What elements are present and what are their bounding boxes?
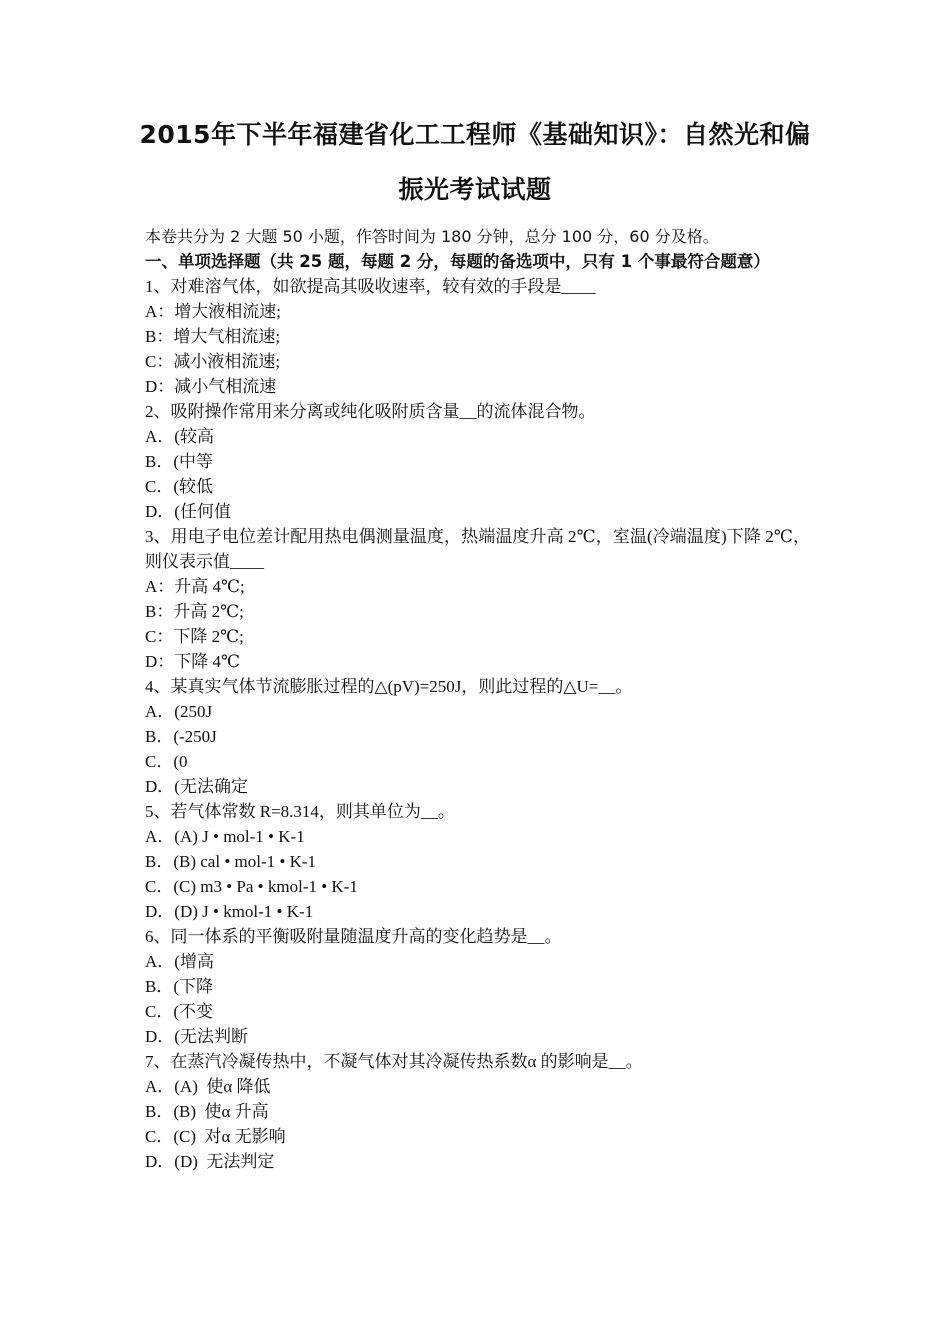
option-d: D．(D) J • kmol-1 • K-1 — [145, 902, 314, 921]
question-6 — [145, 924, 810, 1049]
document-body — [145, 224, 810, 1174]
question-stem: 6、同一体系的平衡吸附量随温度升高的变化趋势是__。 — [145, 927, 562, 946]
option-c: C．(C) m3 • Pa • kmol-1 • K-1 — [145, 877, 358, 896]
option-a: A．(较高 — [145, 427, 214, 446]
question-stem: 4、某真实气体节流膨胀过程的△(pV)=250J，则此过程的△U=__。 — [145, 677, 633, 696]
option-d: D．(无法确定 — [145, 777, 248, 796]
option-c: C．(0 — [145, 752, 188, 771]
option-c: C：下降 2℃; — [145, 627, 244, 646]
option-d: D．(D) 无法判定 — [145, 1152, 275, 1171]
question-7 — [145, 1049, 810, 1174]
section-heading: 一、单项选择题（共 25 题，每题 2 分，每题的备选项中，只有 1 个事最符合题意） — [145, 252, 770, 271]
option-d: D．(任何值 — [145, 502, 231, 521]
option-c: C．(C) 对α 无影响 — [145, 1127, 286, 1146]
question-1 — [145, 274, 810, 399]
option-d: D．(无法判断 — [145, 1027, 248, 1046]
option-a: A．(增高 — [145, 952, 214, 971]
option-b: B．(下降 — [145, 977, 213, 996]
option-b: B：增大气相流速; — [145, 327, 281, 346]
question-stem: 7、在蒸汽冷凝传热中，不凝气体对其冷凝传热系数α 的影响是__。 — [145, 1052, 643, 1071]
option-d: D：减小气相流速 — [145, 377, 277, 396]
option-a: A：增大液相流速; — [145, 302, 281, 321]
option-c: C．(不变 — [145, 1002, 213, 1021]
option-d: D：下降 4℃ — [145, 652, 241, 671]
option-b: B．(-250J — [145, 727, 217, 746]
option-c: C．(较低 — [145, 477, 213, 496]
exam-instructions: 本卷共分为 2 大题 50 小题，作答时间为 180 分钟，总分 100 分，60 分及格。 — [145, 227, 719, 246]
question-5 — [145, 799, 810, 924]
question-2 — [145, 399, 810, 524]
option-a: A：升高 4℃; — [145, 577, 245, 596]
option-a: A．(A) J • mol-1 • K-1 — [145, 827, 305, 846]
option-c: C：减小液相流速; — [145, 352, 281, 371]
question-stem: 3、用电子电位差计配用热电偶测量温度，热端温度升高 2℃，室温(冷端温度)下降 2℃，则仪表示值____ — [145, 527, 810, 571]
option-b: B．(B) 使α 升高 — [145, 1102, 269, 1121]
option-a: A．(250J — [145, 702, 213, 721]
question-stem: 5、若气体常数 R=8.314，则其单位为__。 — [145, 802, 455, 821]
option-b: B．(B) cal • mol-1 • K-1 — [145, 852, 317, 871]
question-3 — [145, 524, 810, 674]
option-a: A．(A) 使α 降低 — [145, 1077, 271, 1096]
question-4 — [145, 674, 810, 799]
option-b: B：升高 2℃; — [145, 602, 244, 621]
document-title-line-2: 振光考试试题 — [398, 175, 552, 204]
option-b: B．(中等 — [145, 452, 213, 471]
question-stem: 2、吸附操作常用来分离或纯化吸附质含量__的流体混合物。 — [145, 402, 596, 421]
question-stem: 1、对难溶气体，如欲提高其吸收速率，较有效的手段是____ — [145, 277, 596, 296]
document-title-line-1: 2015年下半年福建省化工工程师《基础知识》：自然光和偏 — [139, 120, 811, 149]
